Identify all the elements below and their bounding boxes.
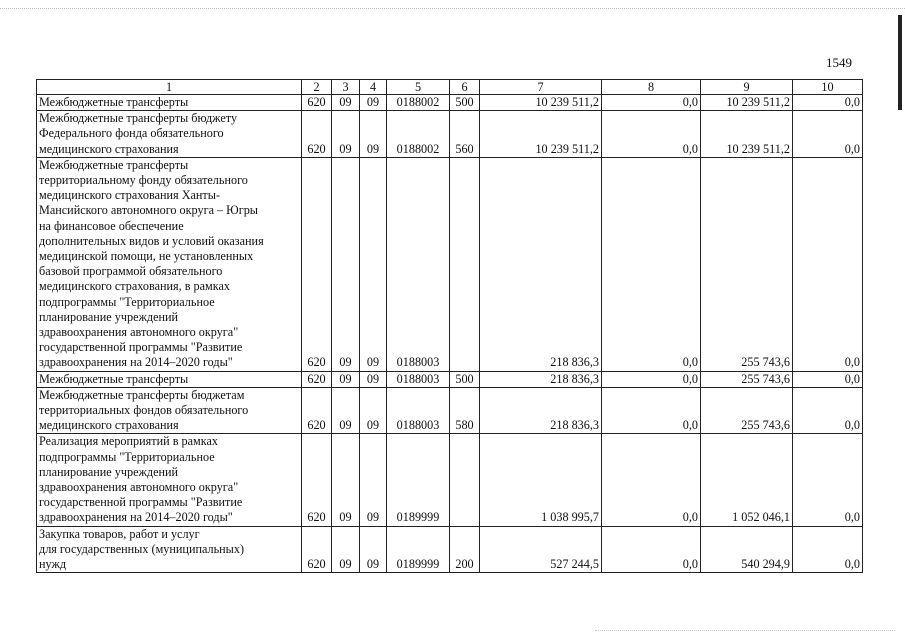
cell-col-7: 218 836,3 (480, 387, 602, 434)
cell-col-7: 10 239 511,2 (480, 95, 602, 111)
cell-col-8: 0,0 (602, 95, 701, 111)
cell-col-7: 527 244,5 (480, 526, 602, 573)
cell-col-5: 0188003 (387, 371, 450, 387)
cell-col-5: 0188002 (387, 95, 450, 111)
col-header-2: 2 (302, 80, 332, 95)
cell-col-2: 620 (302, 526, 332, 573)
col-header-6: 6 (450, 80, 480, 95)
col-header-8: 8 (602, 80, 701, 95)
cell-col-7: 1 038 995,7 (480, 434, 602, 526)
cell-col-4: 09 (360, 157, 387, 371)
col-header-10: 10 (793, 80, 863, 95)
cell-col-5: 0188003 (387, 157, 450, 371)
cell-col-4: 09 (360, 434, 387, 526)
row-name: Закупка товаров, работ и услуг для государственных (муниципальных) нужд (37, 526, 302, 573)
cell-col-6: 560 (450, 111, 480, 158)
cell-col-3: 09 (332, 371, 360, 387)
cell-col-2: 620 (302, 111, 332, 158)
cell-col-10: 0,0 (793, 157, 863, 371)
row-name: Межбюджетные трансферты территориальному фонду обязательного медицинского страхования Ханты- Мансийского автономного округа – Югры на финансовое обеспечение дополнительных видов и условий оказания медицинской помощи, не установленных базовой программой обязательного медицинского страхования, в рамках подпрограммы "Территориальное планирование учреждений здравоохранения автономного округа" государственной программы "Развитие здравоохранения на 2014–2020 годы" (37, 157, 302, 371)
cell-col-10: 0,0 (793, 434, 863, 526)
cell-col-5: 0189999 (387, 434, 450, 526)
cell-col-7: 218 836,3 (480, 371, 602, 387)
cell-col-5: 0188003 (387, 387, 450, 434)
row-name: Межбюджетные трансферты (37, 371, 302, 387)
col-header-3: 3 (332, 80, 360, 95)
cell-col-6: 200 (450, 526, 480, 573)
cell-col-6: 500 (450, 95, 480, 111)
row-name: Реализация мероприятий в рамках подпрограммы "Территориальное планирование учреждений здравоохранения автономного округа" государственной программы "Развитие здравоохранения на 2014–2020 годы" (37, 434, 302, 526)
cell-col-9: 10 239 511,2 (701, 95, 793, 111)
table-row (37, 157, 863, 371)
cell-col-8: 0,0 (602, 111, 701, 158)
table-row (37, 434, 863, 526)
cell-col-2: 620 (302, 157, 332, 371)
col-header-4: 4 (360, 80, 387, 95)
cell-col-6: 500 (450, 371, 480, 387)
cell-col-10: 0,0 (793, 526, 863, 573)
cell-col-6 (450, 157, 480, 371)
scan-artifact-bottom (595, 630, 895, 633)
cell-col-3: 09 (332, 526, 360, 573)
column-number-row (37, 80, 863, 95)
cell-col-4: 09 (360, 387, 387, 434)
cell-col-4: 09 (360, 371, 387, 387)
cell-col-8: 0,0 (602, 526, 701, 573)
cell-col-8: 0,0 (602, 371, 701, 387)
cell-col-9: 255 743,6 (701, 157, 793, 371)
cell-col-8: 0,0 (602, 434, 701, 526)
cell-col-2: 620 (302, 434, 332, 526)
row-name: Межбюджетные трансферты (37, 95, 302, 111)
cell-col-7: 218 836,3 (480, 157, 602, 371)
cell-col-8: 0,0 (602, 157, 701, 371)
row-name: Межбюджетные трансферты бюджету Федерального фонда обязательного медицинского страхования (37, 111, 302, 158)
table-row (37, 526, 863, 573)
cell-col-3: 09 (332, 434, 360, 526)
col-header-7: 7 (480, 80, 602, 95)
cell-col-2: 620 (302, 371, 332, 387)
cell-col-6 (450, 434, 480, 526)
cell-col-3: 09 (332, 111, 360, 158)
cell-col-4: 09 (360, 526, 387, 573)
cell-col-9: 255 743,6 (701, 371, 793, 387)
cell-col-3: 09 (332, 157, 360, 371)
cell-col-4: 09 (360, 95, 387, 111)
cell-col-5: 0189999 (387, 526, 450, 573)
col-header-1: 1 (37, 80, 302, 95)
cell-col-2: 620 (302, 95, 332, 111)
cell-col-10: 0,0 (793, 95, 863, 111)
cell-col-7: 10 239 511,2 (480, 111, 602, 158)
table-row (37, 95, 863, 111)
scan-artifact-top (0, 8, 905, 13)
scan-edge-bar (898, 15, 902, 110)
cell-col-2: 620 (302, 387, 332, 434)
cell-col-3: 09 (332, 387, 360, 434)
budget-table (36, 79, 863, 573)
cell-col-9: 255 743,6 (701, 387, 793, 434)
table-row (37, 111, 863, 158)
col-header-5: 5 (387, 80, 450, 95)
cell-col-10: 0,0 (793, 111, 863, 158)
cell-col-6: 580 (450, 387, 480, 434)
cell-col-10: 0,0 (793, 387, 863, 434)
page-number: 1549 (826, 55, 852, 70)
cell-col-5: 0188002 (387, 111, 450, 158)
cell-col-3: 09 (332, 95, 360, 111)
table-row (37, 371, 863, 387)
col-header-9: 9 (701, 80, 793, 95)
cell-col-8: 0,0 (602, 387, 701, 434)
row-name: Межбюджетные трансферты бюджетам территориальных фондов обязательного медицинского страхования (37, 387, 302, 434)
table-row (37, 387, 863, 434)
cell-col-4: 09 (360, 111, 387, 158)
cell-col-10: 0,0 (793, 371, 863, 387)
cell-col-9: 1 052 046,1 (701, 434, 793, 526)
cell-col-9: 540 294,9 (701, 526, 793, 573)
cell-col-9: 10 239 511,2 (701, 111, 793, 158)
